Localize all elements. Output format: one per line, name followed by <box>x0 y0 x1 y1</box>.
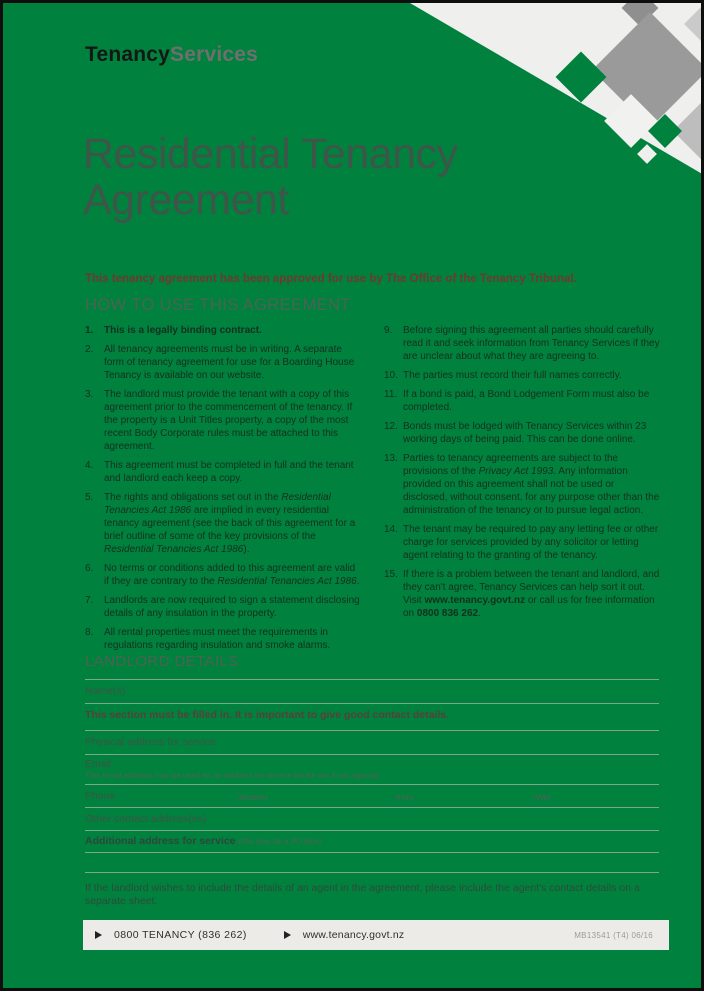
play-arrow-icon <box>95 931 102 939</box>
footer-form-code: MB13541 (T4) 06/16 <box>574 930 653 940</box>
email-note: This email address may be used as an address for service (strike out if not agreed) <box>85 771 379 780</box>
list-item: 3. The landlord must provide the tenant with a copy of this agreement prior to the commencement of the tenancy. If the property is a Unit Titles property, a copy of the most recent Body Corporate rules must be attached to this agreement. <box>85 389 353 452</box>
list-item: 15. If there is a problem between the tenant and landlord, and they can't agree, Tenancy Services can help sort it out. Visit www.tenancy.govt.nz or call us for free information on 0800 836 262. <box>384 569 660 619</box>
agent-note: If the landlord wishes to include the details of an agent in the agreement, please include the agent's contact details on a separate sheet. <box>85 882 640 907</box>
list-item: 4. This agreement must be completed in full and the tenant and landlord each keep a copy. <box>85 460 354 484</box>
additional-address-field-line[interactable] <box>85 831 659 853</box>
name-label: Name(s) <box>85 685 126 697</box>
email-label: Email <box>85 758 112 770</box>
tenancy-services-logo <box>85 43 258 67</box>
phone-home-label: (Hm) <box>395 792 414 802</box>
footer-website-link[interactable]: www.tenancy.govt.nz <box>302 929 405 941</box>
landlord-details-section <box>85 653 659 908</box>
logo-services: Services <box>170 43 259 66</box>
list-item: 6. No terms or conditions added to this agreement are valid if they are contrary to the Residential Tenancies Act 1986. <box>85 563 360 587</box>
list-item: 5. The rights and obligations set out in the Residential Tenancies Act 1986 are implied in every residential tenancy agreement (see the back of this agreement for a brief outline of some of the key provisions of the Residential Tenancies Act 1986). <box>85 492 356 555</box>
name-field-line[interactable] <box>85 680 659 704</box>
list-item: 11. If a bond is paid, a Bond Lodgement Form must also be completed. <box>384 389 650 413</box>
decor-diamond <box>637 144 657 164</box>
howto-columns <box>85 324 661 658</box>
phone-mobile-label: (Mobile) <box>237 792 268 802</box>
additional-address-note: (this may be a PO Box) <box>238 837 322 846</box>
other-contact-field-line[interactable] <box>85 808 659 831</box>
list-item: 8. All rental properties must meet the requirements in regulations regarding insulation and smoke alarms. <box>85 627 331 651</box>
must-fill-note: This section must be filled in. It is important to give good contact details. <box>85 709 450 721</box>
must-fill-note-row <box>85 704 659 731</box>
page-title <box>83 131 458 224</box>
list-item: 12. Bonds must be lodged with Tenancy Services within 23 working days of being paid. This can be done online. <box>384 421 647 445</box>
list-item: 2. All tenancy agreements must be in writing. A separate form of tenancy agreement for use for a Boarding House Tenancy is available on our website. <box>85 344 355 381</box>
title-line2: Agreement <box>83 176 289 225</box>
phone-number: 0800 836 262 <box>416 608 479 619</box>
list-item: 10. The parties must record their full names correctly. <box>384 370 622 381</box>
phone-work-label: (Wk) <box>533 792 551 802</box>
list-item: 1. This is a legally binding contract. <box>85 325 262 336</box>
physical-address-label: Physical address for service <box>85 736 216 748</box>
list-item: 13. Parties to tenancy agreements are subject to the provisions of the Privacy Act 1993. Any information provided on this agreement shall not be used or disclosed, without consent, for any purpose other than the administration of the tenancy or to pursue legal action. <box>384 453 660 516</box>
howto-heading: HOW TO USE THIS AGREEMENT <box>85 296 351 314</box>
list-item: 9. Before signing this agreement all parties should carefully read it and seek information from Tenancy Services if they are unclear about what they are agreeing to. <box>384 325 660 362</box>
howto-right-column <box>384 324 661 658</box>
footer-phone: 0800 TENANCY (836 262) <box>114 929 247 941</box>
approval-note: This tenancy agreement has been approved for use by The Office of the Tenancy Tribunal. <box>85 273 577 285</box>
list-item: 14. The tenant may be required to pay any letting fee or other charge for services provided by any solicitor or letting agent relating to the granting of the tenancy. <box>384 524 659 561</box>
website-link: www.tenancy.govt.nz <box>424 595 526 606</box>
footer-bar <box>83 920 669 950</box>
other-contact-label: Other contact address(es) <box>85 813 207 825</box>
phone-field-line[interactable] <box>85 785 659 808</box>
additional-address-label: Additional address for service <box>85 835 236 847</box>
howto-left-column <box>85 324 362 658</box>
title-line1: Residential Tenancy <box>83 130 458 178</box>
phone-label: Phone <box>85 790 116 802</box>
logo-tenancy: Tenancy <box>85 43 171 66</box>
physical-address-field-line[interactable] <box>85 731 659 755</box>
blank-field-line[interactable] <box>85 853 659 873</box>
play-arrow-icon <box>284 931 291 939</box>
list-item: 7. Landlords are now required to sign a statement disclosing details of any insulation in the property. <box>85 595 360 619</box>
landlord-details-heading: LANDLORD DETAILS <box>85 653 659 680</box>
email-field-line[interactable] <box>85 755 659 785</box>
